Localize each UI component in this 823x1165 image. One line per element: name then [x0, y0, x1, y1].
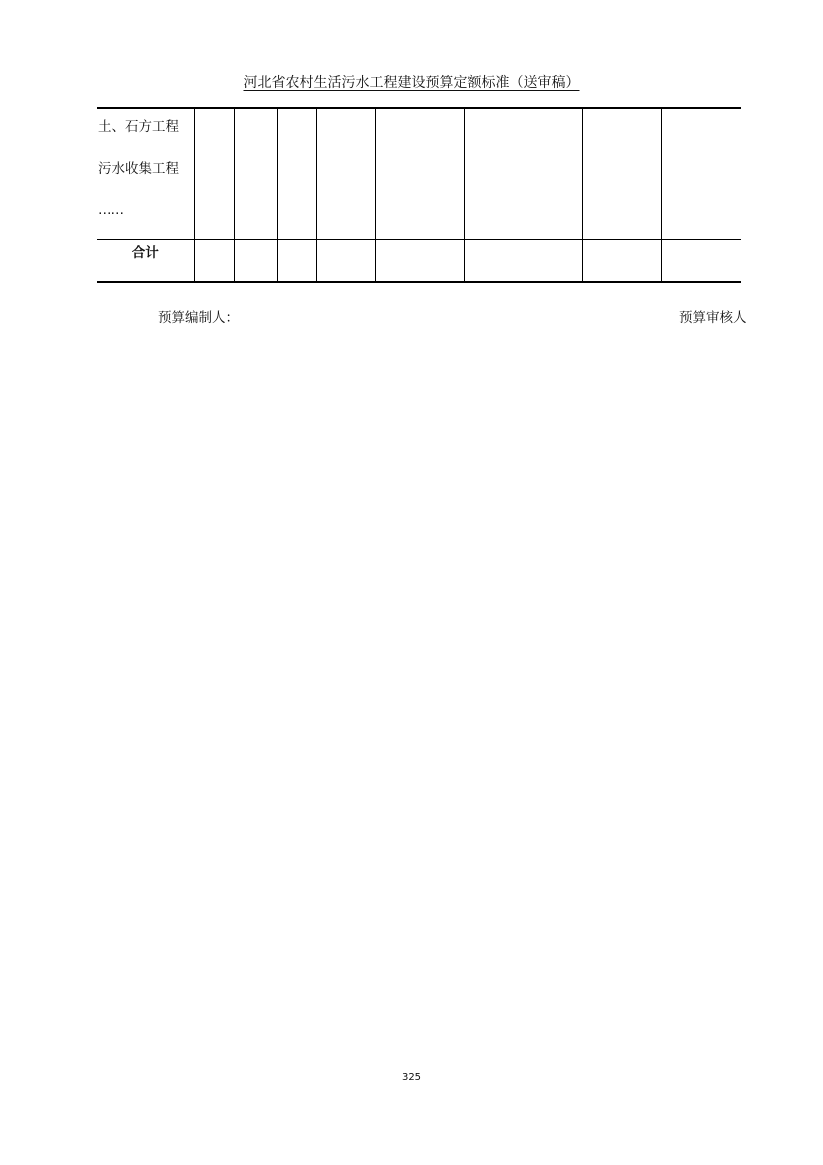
- budget-preparer-label: 预算编制人：: [158, 310, 239, 326]
- budget-table: [97, 107, 741, 283]
- table-cell: [464, 239, 582, 282]
- table-cell: [582, 239, 661, 282]
- item-sewage-collection: 污水收集工程: [98, 161, 179, 177]
- table-cell: [277, 108, 316, 239]
- page-number: 325: [401, 1072, 422, 1083]
- table-cell: [234, 108, 277, 239]
- table-cell: [375, 108, 464, 239]
- table-cell: [464, 108, 582, 239]
- table-cell: [316, 239, 375, 282]
- table-cell: [277, 239, 316, 282]
- table-cell: [661, 239, 741, 282]
- document-title: 河北省农村生活污水工程建设预算定额标准（送审稿）: [243, 75, 580, 91]
- document-header: [0, 74, 823, 92]
- table-cell: [661, 108, 741, 239]
- total-label: 合计: [97, 239, 194, 282]
- item-earthwork: 土、石方工程: [98, 119, 179, 135]
- table-cell: [316, 108, 375, 239]
- table-row-items: [97, 108, 741, 239]
- table-cell: [375, 239, 464, 282]
- budget-reviewer-label: 预算审核人: [679, 310, 747, 326]
- table-cell: [194, 239, 234, 282]
- table-row-total: [97, 239, 741, 282]
- item-name-cell: [97, 108, 194, 239]
- table-cell: [194, 108, 234, 239]
- table-cell: [234, 239, 277, 282]
- item-ellipsis: ……: [98, 202, 123, 218]
- table-cell: [582, 108, 661, 239]
